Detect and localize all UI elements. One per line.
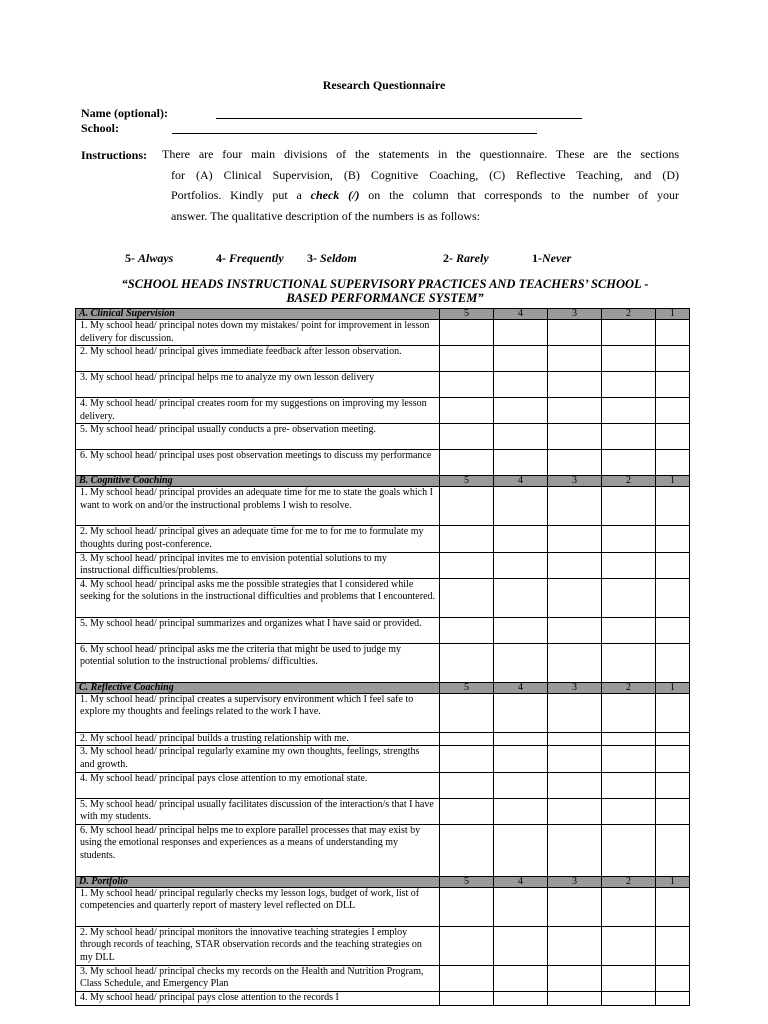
rating-cell-1[interactable] [656,965,690,991]
statement-row [76,398,690,424]
rating-cell-3[interactable] [548,746,602,772]
scale-item-3: 3- Seldom [307,251,357,265]
rating-cell-3[interactable] [548,824,602,876]
instructions-label: Instructions: [81,148,148,162]
statement-text: 1. My school head/ principal provides an adequate time for me to state the goals which I want to work on and/or the instructional problems I wish to resolve. [76,487,440,526]
rating-column-header: 4 [494,682,548,693]
rating-cell-3[interactable] [548,526,602,552]
instructions-line-1: There are four main divisions of the statements in the questionnaire. These are the sections [162,147,679,161]
rating-cell-1[interactable] [656,643,690,682]
rating-cell-5[interactable] [440,887,494,926]
section-title: B. Cognitive Coaching [76,476,440,487]
statement-row [76,887,690,926]
rating-cell-5[interactable] [440,746,494,772]
instructions-line-4: answer. The qualitative description of the numbers is as follows: [171,208,481,223]
rating-cell-3[interactable] [548,693,602,732]
rating-column-header: 4 [494,876,548,887]
statement-text: 2. My school head/ principal monitors the innovative teaching strategies I employ through records of teaching, STAR observation records and the teaching strategies on my DLL [76,926,440,965]
statement-text: 4. My school head/ principal asks me the possible strategies that I considered while seeking for the solutions in the instructional difficulties and problems that I encountered. [76,578,440,617]
rating-cell-4[interactable] [494,991,548,1005]
rating-cell-4[interactable] [494,926,548,965]
rating-cell-4[interactable] [494,965,548,991]
statement-text: 1. My school head/ principal regularly checks my lesson logs, budget of work, list of competencies and quarterly report of mastery level reflected on DLL [76,887,440,926]
rating-cell-5[interactable] [440,346,494,372]
statement-text: 6. My school head/ principal helps me to explore parallel processes that may exist by using the emotional responses and experiences as a means of understanding my students. [76,824,440,876]
rating-cell-1[interactable] [656,732,690,746]
statement-text: 3. My school head/ principal helps me to analyze my own lesson delivery [76,372,440,398]
statement-text: 4. My school head/ principal pays close attention to my emotional state. [76,772,440,798]
rating-column-header: 5 [440,876,494,887]
rating-cell-1[interactable] [656,526,690,552]
rating-cell-5[interactable] [440,450,494,476]
rating-cell-4[interactable] [494,398,548,424]
rating-cell-2[interactable] [602,887,656,926]
statement-text: 5. My school head/ principal usually conducts a pre- observation meeting. [76,424,440,450]
rating-cell-5[interactable] [440,617,494,643]
rating-cell-2[interactable] [602,320,656,346]
rating-cell-4[interactable] [494,732,548,746]
rating-cell-3[interactable] [548,965,602,991]
rating-cell-1[interactable] [656,552,690,578]
rating-column-header: 1 [656,876,690,887]
rating-cell-5[interactable] [440,732,494,746]
rating-cell-3[interactable] [548,487,602,526]
page-title: Research Questionnaire [322,78,446,92]
statement-row [76,617,690,643]
rating-column-header: 2 [602,309,656,320]
rating-cell-4[interactable] [494,346,548,372]
statement-row [76,693,690,732]
rating-cell-5[interactable] [440,424,494,450]
rating-cell-2[interactable] [602,746,656,772]
rating-cell-4[interactable] [494,798,548,824]
rating-cell-2[interactable] [602,965,656,991]
rating-cell-1[interactable] [656,798,690,824]
rating-cell-5[interactable] [440,578,494,617]
statement-text: 1. My school head/ principal creates a supervisory environment which I feel safe to explore my thoughts and feelings related to the work I have. [76,693,440,732]
rating-cell-2[interactable] [602,693,656,732]
rating-cell-3[interactable] [548,450,602,476]
rating-cell-4[interactable] [494,772,548,798]
rating-cell-4[interactable] [494,824,548,876]
school-input-line[interactable] [172,133,537,134]
rating-cell-5[interactable] [440,926,494,965]
statement-text: 2. My school head/ principal builds a trusting relationship with me. [76,732,440,746]
rating-cell-1[interactable] [656,772,690,798]
rating-cell-5[interactable] [440,526,494,552]
rating-cell-4[interactable] [494,424,548,450]
rating-cell-2[interactable] [602,346,656,372]
statement-text: 3. My school head/ principal checks my records on the Health and Nutrition Program, Class Schedule, and Emergency Plan [76,965,440,991]
scale-item-2: 2- Rarely [443,251,489,265]
rating-cell-5[interactable] [440,693,494,732]
rating-column-header: 3 [548,876,602,887]
rating-cell-2[interactable] [602,617,656,643]
statement-row [76,487,690,526]
rating-cell-1[interactable] [656,372,690,398]
instructions-line-3-post: on the column that corresponds to the number of your [359,188,679,202]
rating-cell-2[interactable] [602,424,656,450]
rating-cell-2[interactable] [602,552,656,578]
statement-text: 6. My school head/ principal uses post observation meetings to discuss my performance [76,450,440,476]
rating-column-header: 5 [440,682,494,693]
rating-cell-5[interactable] [440,643,494,682]
rating-cell-3[interactable] [548,991,602,1005]
rating-cell-2[interactable] [602,824,656,876]
rating-column-header: 3 [548,309,602,320]
rating-cell-5[interactable] [440,965,494,991]
rating-cell-3[interactable] [548,926,602,965]
rating-cell-4[interactable] [494,746,548,772]
scale-item-4: 4- Frequently [216,251,284,265]
statement-text: 3. My school head/ principal invites me to envision potential solutions to my instructional difficulties/problems. [76,552,440,578]
scale-item-1: 1-Never [532,251,572,265]
rating-cell-1[interactable] [656,450,690,476]
rating-column-header: 4 [494,309,548,320]
rating-cell-3[interactable] [548,320,602,346]
rating-cell-2[interactable] [602,798,656,824]
statement-row [76,450,690,476]
statement-row [76,320,690,346]
rating-column-header: 3 [548,682,602,693]
rating-cell-3[interactable] [548,732,602,746]
rating-cell-4[interactable] [494,578,548,617]
statement-text: 5. My school head/ principal summarizes and organizes what I have said or provided. [76,617,440,643]
statement-text: 2. My school head/ principal gives immediate feedback after lesson observation. [76,346,440,372]
rating-cell-1[interactable] [656,424,690,450]
statement-row [76,346,690,372]
rating-column-header: 2 [602,876,656,887]
rating-cell-4[interactable] [494,372,548,398]
rating-cell-2[interactable] [602,526,656,552]
statement-row [76,798,690,824]
statement-row [76,926,690,965]
statement-row [76,965,690,991]
rating-cell-2[interactable] [602,398,656,424]
statement-row [76,424,690,450]
rating-cell-5[interactable] [440,320,494,346]
rating-column-header: 2 [602,682,656,693]
rating-cell-2[interactable] [602,772,656,798]
rating-cell-3[interactable] [548,424,602,450]
rating-cell-1[interactable] [656,693,690,732]
rating-column-header: 5 [440,309,494,320]
check-mark-label: check (/) [310,188,360,202]
rating-column-header: 5 [440,476,494,487]
section-header-row [76,876,690,887]
rating-cell-1[interactable] [656,320,690,346]
rating-cell-4[interactable] [494,487,548,526]
rating-cell-4[interactable] [494,450,548,476]
rating-cell-4[interactable] [494,552,548,578]
instructions-line-3 [162,185,679,206]
rating-column-header: 1 [656,476,690,487]
statement-row [76,372,690,398]
heading-line-2: BASED PERFORMANCE SYSTEM” [286,290,484,305]
rating-column-header: 3 [548,476,602,487]
rating-cell-4[interactable] [494,643,548,682]
statement-text: 3. My school head/ principal regularly examine my own thoughts, feelings, strengths and growth. [76,746,440,772]
rating-cell-1[interactable] [656,824,690,876]
rating-cell-2[interactable] [602,487,656,526]
rating-cell-1[interactable] [656,887,690,926]
rating-cell-3[interactable] [548,398,602,424]
heading-line-1: “SCHOOL HEADS INSTRUCTIONAL SUPERVISORY PRACTICES AND TEACHERS’ SCHOOL - [121,277,649,291]
rating-cell-1[interactable] [656,398,690,424]
rating-cell-5[interactable] [440,772,494,798]
statement-row [76,526,690,552]
school-label: School: [81,121,120,135]
rating-cell-1[interactable] [656,617,690,643]
section-title: C. Reflective Coaching [76,682,440,693]
rating-cell-3[interactable] [548,346,602,372]
rating-cell-2[interactable] [602,450,656,476]
rating-cell-2[interactable] [602,991,656,1005]
rating-cell-2[interactable] [602,578,656,617]
statement-row [76,643,690,682]
rating-cell-3[interactable] [548,643,602,682]
rating-cell-4[interactable] [494,320,548,346]
instructions-text [162,144,679,226]
rating-cell-1[interactable] [656,926,690,965]
rating-cell-2[interactable] [602,926,656,965]
rating-cell-4[interactable] [494,617,548,643]
rating-column-header: 1 [656,309,690,320]
name-input-line[interactable] [216,118,582,119]
rating-cell-5[interactable] [440,824,494,876]
section-header-row [76,309,690,320]
rating-cell-3[interactable] [548,798,602,824]
rating-cell-2[interactable] [602,732,656,746]
statement-text: 4. My school head/ principal pays close attention to the records I [76,991,440,1005]
rating-cell-4[interactable] [494,526,548,552]
statement-row [76,991,690,1005]
statement-row [76,578,690,617]
statement-row [76,732,690,746]
rating-cell-5[interactable] [440,372,494,398]
rating-column-header: 1 [656,682,690,693]
name-label: Name (optional): [81,106,168,120]
rating-cell-5[interactable] [440,798,494,824]
rating-cell-3[interactable] [548,552,602,578]
statement-row [76,772,690,798]
rating-cell-3[interactable] [548,578,602,617]
statement-text: 5. My school head/ principal usually facilitates discussion of the interaction/s that I have with my students. [76,798,440,824]
rating-cell-2[interactable] [602,643,656,682]
statement-text: 4. My school head/ principal creates room for my suggestions on improving my lesson delivery. [76,398,440,424]
rating-cell-1[interactable] [656,746,690,772]
rating-cell-1[interactable] [656,578,690,617]
rating-cell-2[interactable] [602,372,656,398]
statement-row [76,746,690,772]
section-title: A. Clinical Supervision [76,309,440,320]
section-header-row [76,476,690,487]
statement-row [76,552,690,578]
questionnaire-table [75,308,690,1006]
rating-cell-1[interactable] [656,487,690,526]
statement-row [76,824,690,876]
rating-cell-3[interactable] [548,617,602,643]
rating-cell-1[interactable] [656,346,690,372]
statement-text: 6. My school head/ principal asks me the criteria that might be used to judge my potential solution to the instructional problems/ difficulties. [76,643,440,682]
instructions-line-3-pre: Portfolios. Kindly put a [171,188,311,202]
rating-cell-4[interactable] [494,887,548,926]
rating-cell-3[interactable] [548,887,602,926]
rating-cell-5[interactable] [440,487,494,526]
rating-cell-5[interactable] [440,398,494,424]
section-title: D. Portfolio [76,876,440,887]
questionnaire-heading [80,278,690,305]
scale-item-5: 5- Always [125,251,174,265]
instructions-line-2: for (A) Clinical Supervision, (B) Cognitive Coaching, (C) Reflective Teaching, and (D) [171,167,679,182]
rating-cell-4[interactable] [494,693,548,732]
section-header-row [76,682,690,693]
rating-cell-1[interactable] [656,991,690,1005]
rating-cell-3[interactable] [548,772,602,798]
rating-column-header: 2 [602,476,656,487]
rating-column-header: 4 [494,476,548,487]
rating-cell-5[interactable] [440,991,494,1005]
rating-cell-3[interactable] [548,372,602,398]
statement-text: 1. My school head/ principal notes down my mistakes/ point for improvement in lesson delivery for discussion. [76,320,440,346]
rating-cell-5[interactable] [440,552,494,578]
statement-text: 2. My school head/ principal gives an adequate time for me to for me to formulate my thoughts during post-conference. [76,526,440,552]
